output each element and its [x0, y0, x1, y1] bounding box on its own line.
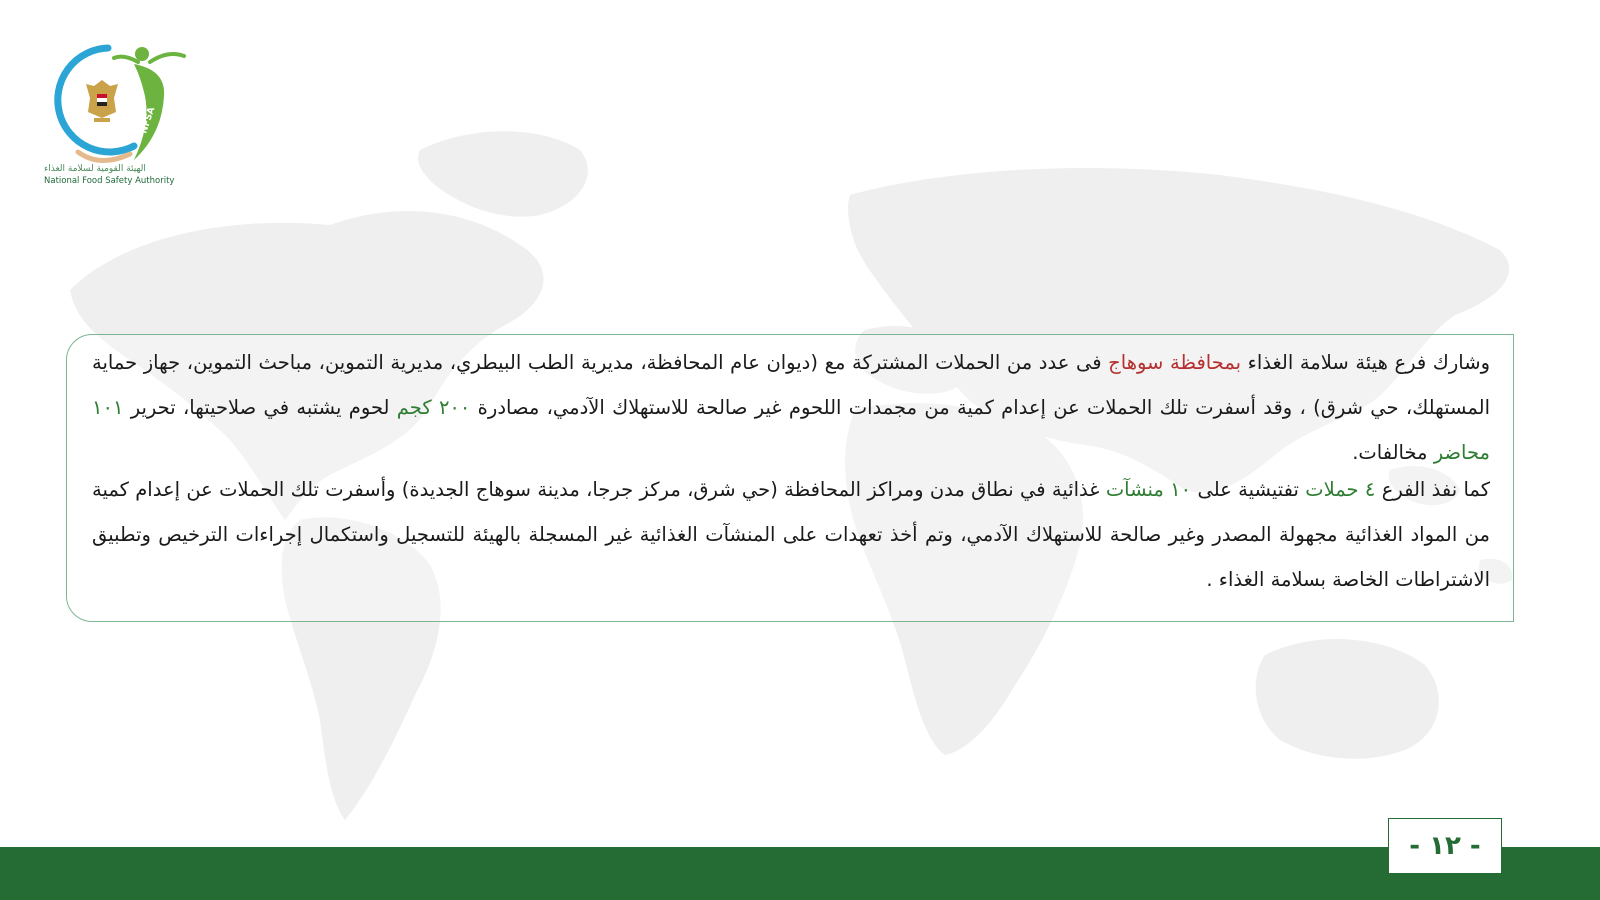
svg-text:NFSA: NFSA	[139, 106, 158, 135]
facility-count-highlight: ١٠ منشآت	[1105, 478, 1192, 501]
text-run: فى عدد من الحملات المشتركة مع (ديوان عام المحافظة، مديرية الطب البيطري، مديرية التموين، مباحث التموين، جهاز حماية المستهلك، حي شرق) ، وقد أسفرت تلك الحملات عن إعدام كمية من مجمدات اللحوم غير صالحة للاستهلاك الآدمي، مصادرة	[92, 351, 1490, 419]
text-run: تفتيشية على	[1191, 478, 1306, 501]
paragraph-joint-campaigns	[92, 340, 1490, 475]
text-run: كما نفذ الفرع	[1375, 478, 1490, 501]
paragraph-inspection-campaigns	[92, 467, 1490, 602]
seized-weight-highlight: ٢٠٠ كجم	[396, 396, 471, 419]
page-number: - ١٢ -	[1388, 818, 1502, 874]
text-run: غذائية في نطاق مدن ومراكز المحافظة (حي شرق، مركز جرجا، مدينة سوهاج الجديدة) وأسفرت تلك الحملات عن إعدام كمية من المواد الغذائية مجهولة المصدر وغير صالحة للاستهلاك الآدمي، وتم أخذ تعهدات على المنشآت الغذائية غير المسجلة بالهيئة للتسجيل واستكمال إجراءات الترخيص وتطبيق الاشتراطات الخاصة بسلامة الغذاء .	[92, 478, 1490, 591]
text-run: مخالفات.	[1352, 441, 1434, 464]
text-run: وشارك فرع هيئة سلامة الغذاء	[1241, 351, 1490, 374]
governorate-highlight: بمحافظة سوهاج	[1108, 351, 1242, 374]
footer-bar	[0, 847, 1600, 900]
logo-arabic-name: الهيئة القومية لسلامة الغذاء	[44, 164, 146, 174]
logo-english-name: National Food Safety Authority	[44, 176, 175, 186]
text-run: لحوم يشتبه في صلاحيتها، تحرير	[123, 396, 397, 419]
report-content	[92, 340, 1490, 602]
violation-reports-highlight: ١٠١ محاضر	[92, 396, 1490, 464]
eagle-emblem-icon	[86, 80, 118, 122]
campaign-count-highlight: ٤ حملات	[1305, 478, 1376, 501]
